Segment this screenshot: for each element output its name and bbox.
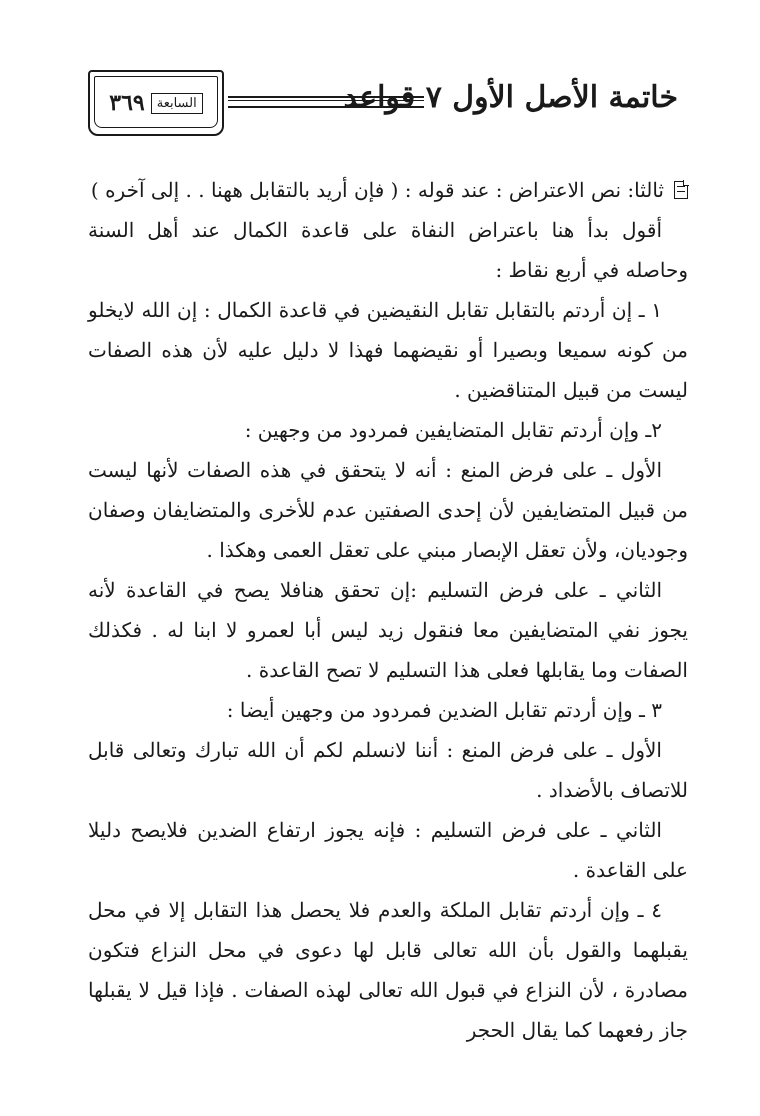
paragraph: الأول ـ على فرض المنع : أنه لا يتحقق في هذه الصفات لأنها ليست من قبيل المتضايفين لأن إحدى الصفتين عدم للأخرى والمتضايفان وصفان وجوديان، ولأن تعقل الإبصار مبني على تعقل العمى وهكذا .	[88, 458, 688, 562]
document-icon	[674, 181, 688, 199]
paragraph: ٢ـ وإن أردتم تقابل المتضايفين فمردود من وجهين :	[244, 418, 662, 442]
paragraph: الثاني ـ على فرض التسليم : فإنه يجوز ارتفاع الضدين فلايصح دليلا على القاعدة .	[88, 818, 688, 882]
section-heading	[88, 170, 688, 210]
section-heading-text: ثالثا: نص الاعتراض : عند قوله : ( فإن أريد بالتقابل ههنا . . إلى آخره )	[90, 178, 664, 202]
page-number: ٣٦٩	[109, 90, 145, 116]
page-label: السابعة	[151, 93, 203, 114]
paragraph: الثاني ـ على فرض التسليم :إن تحقق هنافلا يصح في القاعدة لأنه يجوز نفي المتضايفين معا فنقول زيد ليس أبا لعمرو لا ابنا له . فكذلك الصفات وما يقابلها فعلى هذا التسليم لا تصح القاعدة .	[88, 578, 688, 682]
paragraph: ٤ ـ وإن أردتم تقابل الملكة والعدم فلا يحصل هذا التقابل إلا في محل يقبلهما والقول بأن الله تعالى قابل لها دعوى في محل النزاع فتكون مصادرة ، لأن النزاع في قبول الله تعالى لهذه الصفات . فإذا قيل لا يقبلها جاز رفعهما كما يقال الحجر	[88, 898, 688, 1042]
paragraph: ١ ـ إن أردتم بالتقابل تقابل النقيضين في قاعدة الكمال : إن الله لايخلو من كونه سميعا وبصيرا أو نقيضهما فهذا لا دليل عليه لأن هذه الصفات ليست من قبيل المتناقضين .	[88, 298, 688, 402]
running-title: خاتمة الأصل الأول ٧ قواعد	[343, 80, 678, 115]
paragraph: أقول بدأ هنا باعتراض النفاة على قاعدة الكمال عند أهل السنة وحاصله في أربع نقاط :	[88, 218, 688, 282]
page-body	[88, 170, 688, 1050]
page-header	[88, 70, 688, 140]
page-number-book-ornament	[88, 70, 224, 136]
paragraph: الأول ـ على فرض المنع : أننا لانسلم لكم أن الله تبارك وتعالى قابل للاتصاف بالأضداد .	[88, 738, 688, 802]
paragraph: ٣ ـ وإن أردتم تقابل الضدين فمردود من وجهين أيضا :	[226, 698, 662, 722]
